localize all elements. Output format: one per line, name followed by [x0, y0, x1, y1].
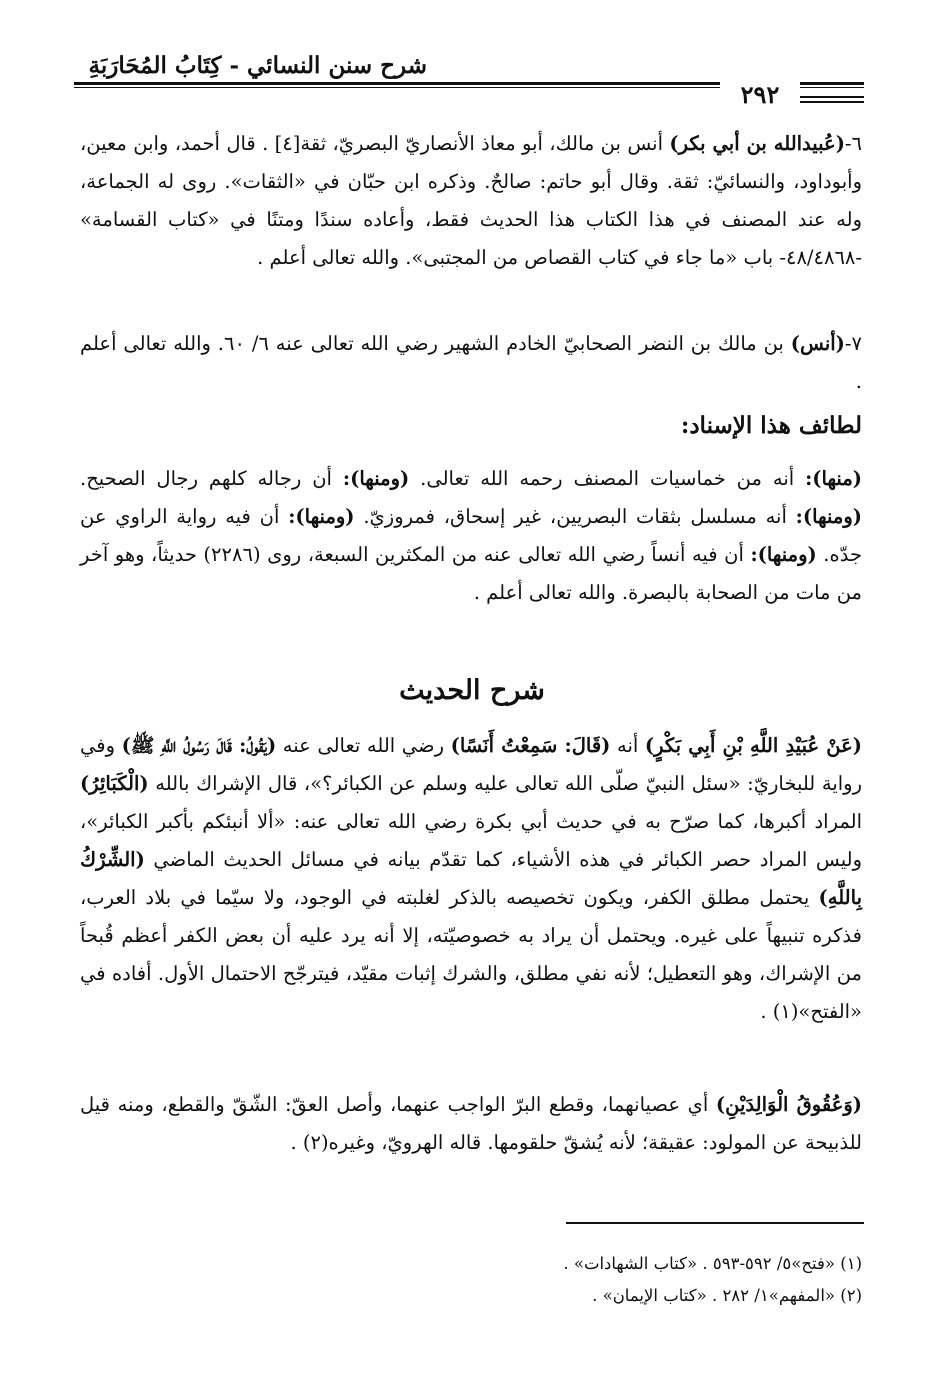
- narrator-7-name: (أنس): [790, 332, 845, 355]
- page-number: ٢٩٢: [720, 80, 800, 109]
- point-marker: (منها):: [805, 467, 862, 490]
- narrator-6-name: (عُبيدالله بن أبي بكر): [669, 132, 845, 155]
- point-marker: (ومنها):: [750, 543, 817, 566]
- footnote-2: (٢) «المفهم»١/ ٢٨٢ . «كتاب الإيمان» .: [592, 1286, 862, 1305]
- footnote-1: (١) «فتح»٥/ ٥٩٢-٥٩٣ . «كتاب الشهادات» .: [563, 1254, 862, 1273]
- point-text: أنه من خماسيات المصنف رحمه الله تعالى.: [420, 467, 795, 490]
- point-marker: (ومنها):: [795, 505, 862, 528]
- commentary-text: أنه: [617, 734, 639, 757]
- hadith-commentary-heading: شرح الحديث: [399, 675, 545, 706]
- point-text: أنه مسلسل بثقات البصريين، غير إسحاق، فمروزيّ.: [363, 505, 787, 528]
- quoted-text: (عَنْ عُبَيْدِ اللَّهِ بْنِ أَبِي بَكْرٍ): [644, 734, 862, 757]
- page-number-rule-upper: [800, 96, 864, 98]
- narrator-7-paragraph: [80, 325, 862, 401]
- point-marker: (ومنها):: [288, 505, 355, 528]
- commentary-paragraph-2: [80, 1086, 862, 1162]
- page-number-rule-lower: [800, 101, 864, 103]
- commentary-paragraph-1: [80, 727, 862, 1031]
- commentary-text: أي عصيانهما، وقطع البرّ الواجب عنهما، وأصل العقّ: الشّقّ والقطع، ومنه قيل للذبيحة عن المولود: عقيقة؛ لأنه يُشقّ حلقومها. قاله الهرويّ، وغيره(٢) .: [80, 1093, 862, 1154]
- narrator-6-text: أنس بن مالك، أبو معاذ الأنصاريّ البصريّ، ثقة[٤] . قال أحمد، وابن معين، وأبوداود، والنسائيّ: ثقة. وقال أبو حاتم: صالحٌ. وذكره ابن حبّان في «الثقات». روى له الجماعة، وله عند المصنف في هذا الكتاب هذا الحديث فقط، وأعاده سندًا ومتنًا في «كتاب القسامة» -٤٨/٤٨٦٨- باب «ما جاء في كتاب القصاص من المجتبى». والله تعالى أعلم .: [80, 132, 862, 269]
- narrator-6-paragraph: [80, 125, 862, 277]
- footnote-separator: [566, 1222, 864, 1224]
- narrator-6-number: ٦-: [844, 132, 862, 155]
- commentary-text: رضي الله تعالى عنه: [282, 734, 445, 757]
- point-text: أن فيه رواية الراوي عن جدّه.: [80, 505, 863, 566]
- quoted-text: (وَعُقُوقُ الْوَالِدَيْنِ): [715, 1093, 862, 1116]
- quoted-text: (قَالَ: سَمِعْتُ أَنَسًا): [450, 734, 611, 757]
- running-header-title: شرح سنن النسائي - كِتَابُ المُحَارَبَةِ: [88, 52, 427, 79]
- commentary-text: وفي رواية للبخاريّ: «سئل النبيّ صلّى الله تعالى عليه وسلم عن الكبائر؟»، قال الإشراك بالله: [80, 734, 863, 795]
- quoted-text: (الشِّرْكُ بِاللَّهِ): [80, 848, 862, 909]
- isnad-subtleties-paragraph: [80, 460, 862, 612]
- point-text: أن فيه أنساً رضي الله تعالى عنه من المكثرين السبعة، روى (٢٢٨٦) حديثاً، وهو آخر من مات من الصحابة بالبصرة. والله تعالى أعلم .: [80, 543, 862, 604]
- quoted-text: (يَقُولُ: قَالَ رَسُولُ اللَّهِ ﷺ): [121, 734, 277, 757]
- narrator-7-text: بن مالك بن النضر الصحابيّ الخادم الشهير رضي الله تعالى عنه ٦/ ٦٠. والله تعالى أعلم .: [80, 332, 862, 393]
- footnotes: [80, 1248, 862, 1312]
- point-text: أن رجاله كلهم رجال الصحيح.: [80, 467, 332, 490]
- commentary-text: المراد أكبرها، كما صرّح به في حديث أبي بكرة رضي الله تعالى عنه: «ألا أنبئكم بأكبر الكبائر»، وليس المراد حصر الكبائر في هذه الأشياء، كما تقدّم بيانه في مسائل الحديث الماضي: [80, 810, 862, 871]
- point-marker: (ومنها):: [342, 467, 410, 490]
- narrator-7-number: ٧-: [844, 332, 862, 355]
- isnad-subtleties-heading: لطائف هذا الإسناد:: [680, 412, 862, 439]
- commentary-text: يحتمل مطلق الكفر، ويكون تخصيصه بالذكر لغلبته في الوجود، ولا سيّما في بلاد العرب، فذكره تنبيهاً على غيره. ويحتمل أن يراد به خصوصيّته، إلا أنه يرد عليه أن بعض الكفر أعظم قُبحاً من الإشراك، وهو التعطيل؛ لأنه نفي مطلق، والشرك إثبات مقيّد، فيترجّح الاحتمال الأول. أفاده في «الفتح»(١) .: [80, 886, 862, 1023]
- quoted-text: (الْكَبَائِرُ): [80, 772, 149, 795]
